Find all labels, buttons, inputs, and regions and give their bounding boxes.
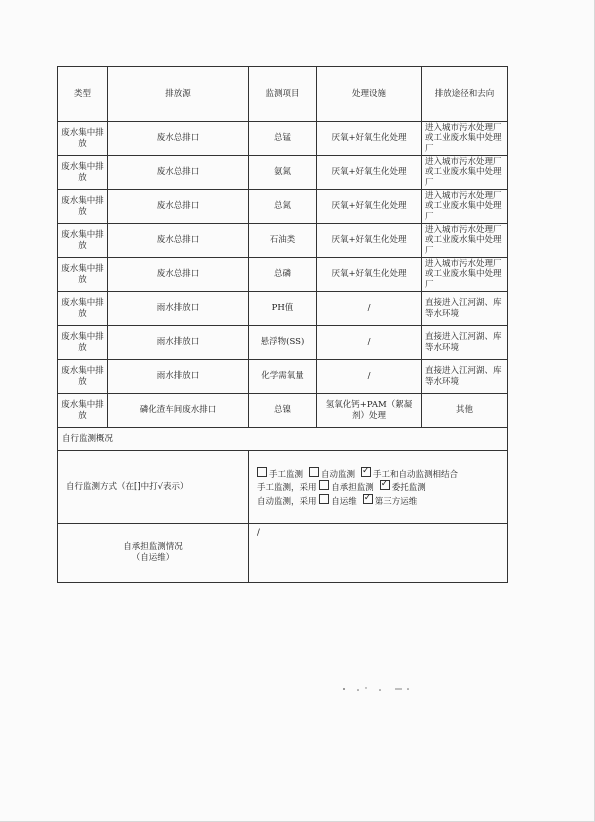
option-line1-0[interactable]: [257, 470, 303, 480]
table-header-row: [58, 67, 508, 122]
table-row: [58, 258, 508, 292]
checkbox-icon[interactable]: [319, 480, 329, 490]
option-label: 自运维: [331, 496, 357, 507]
table-row: [58, 326, 508, 360]
option-label: 手工和自动监测相结合: [373, 469, 459, 480]
type-cell: 废水集中排放: [58, 360, 108, 394]
self-monitoring-label-line2: （自运维）: [131, 553, 175, 563]
type-cell: 废水集中排放: [58, 326, 108, 360]
option-line1-2[interactable]: [361, 470, 458, 480]
item-cell: 总镍: [249, 394, 317, 428]
item-cell: 氨氮: [249, 156, 317, 190]
option-line2-1[interactable]: [380, 483, 426, 493]
type-cell: 废水集中排放: [58, 156, 108, 190]
self-monitoring-label: [58, 524, 249, 583]
type-cell: 废水集中排放: [58, 292, 108, 326]
source-cell: 雨水排放口: [108, 360, 249, 394]
method-label: 自行监测方式（在[]中打√表示）: [58, 451, 249, 524]
type-cell: 废水集中排放: [58, 394, 108, 428]
checkbox-icon[interactable]: [361, 467, 371, 477]
option-label: 自承担监测: [331, 483, 374, 494]
method-options: [249, 451, 508, 524]
option-line2-0[interactable]: [319, 483, 374, 493]
facility-cell: 厌氧+好氧生化处理: [317, 190, 422, 224]
item-cell: 总氮: [249, 190, 317, 224]
item-cell: 石油类: [249, 224, 317, 258]
option-label: 第三方运维: [374, 496, 418, 507]
auto-prefix: 自动监测，采用: [257, 496, 317, 507]
header-cell: 排放途径和去向: [422, 67, 508, 122]
destination-cell: 其他: [422, 394, 508, 428]
destination-cell: 进入城市污水处理厂或工业废水集中处理厂: [422, 224, 508, 258]
destination-cell: 直接进入江河湖、库等水环境: [422, 292, 508, 326]
checkbox-icon[interactable]: [257, 467, 267, 477]
item-cell: 总锰: [249, 122, 317, 156]
header-cell: 监测项目: [249, 67, 317, 122]
checkbox-icon[interactable]: [380, 480, 390, 490]
manual-prefix: 手工监测，采用: [257, 483, 317, 494]
option-line1-1[interactable]: [309, 470, 355, 480]
source-cell: 雨水排放口: [108, 326, 249, 360]
facility-cell: 氢氧化钙+PAM（絮凝剂）处理: [317, 394, 422, 428]
source-cell: 废水总排口: [108, 224, 249, 258]
table-row: [58, 224, 508, 258]
item-cell: 总磷: [249, 258, 317, 292]
option-line3-0[interactable]: [319, 497, 357, 507]
table-row: [58, 122, 508, 156]
destination-cell: 进入城市污水处理厂或工业废水集中处理厂: [422, 258, 508, 292]
type-cell: 废水集中排放: [58, 258, 108, 292]
item-cell: 悬浮物(SS): [249, 326, 317, 360]
facility-cell: 厌氧+好氧生化处理: [317, 156, 422, 190]
source-cell: 废水总排口: [108, 122, 249, 156]
item-cell: 化学需氧量: [249, 360, 317, 394]
destination-cell: 进入城市污水处理厂或工业废水集中处理厂: [422, 156, 508, 190]
method-line-3: [257, 494, 499, 508]
option-label: 委托监测: [391, 483, 426, 494]
source-cell: 废水总排口: [108, 190, 249, 224]
table-row: [58, 190, 508, 224]
facility-cell: 厌氧+好氧生化处理: [317, 258, 422, 292]
option-label: 手工监测: [269, 469, 304, 480]
overview-title: 自行监测概况: [58, 428, 508, 451]
facility-cell: /: [317, 326, 422, 360]
source-cell: 废水总排口: [108, 258, 249, 292]
type-cell: 废水集中排放: [58, 190, 108, 224]
destination-cell: 直接进入江河湖、库等水环境: [422, 360, 508, 394]
checkbox-icon[interactable]: [319, 494, 329, 504]
type-cell: 废水集中排放: [58, 224, 108, 258]
scan-speckles: [340, 683, 420, 695]
method-line-1: [257, 467, 499, 481]
table-row: [58, 292, 508, 326]
facility-cell: 厌氧+好氧生化处理: [317, 122, 422, 156]
option-line3-1[interactable]: [363, 497, 418, 507]
facility-cell: /: [317, 292, 422, 326]
table-row: [58, 394, 508, 428]
checkbox-icon[interactable]: [363, 494, 373, 504]
self-monitoring-value: /: [249, 524, 508, 583]
checkbox-icon[interactable]: [309, 467, 319, 477]
header-cell: 类型: [58, 67, 108, 122]
monitoring-table: [57, 66, 508, 583]
facility-cell: 厌氧+好氧生化处理: [317, 224, 422, 258]
table-row: [58, 156, 508, 190]
destination-cell: 直接进入江河湖、库等水环境: [422, 326, 508, 360]
source-cell: 磷化渣车间废水排口: [108, 394, 249, 428]
destination-cell: 进入城市污水处理厂或工业废水集中处理厂: [422, 190, 508, 224]
table-row: [58, 360, 508, 394]
facility-cell: /: [317, 360, 422, 394]
self-monitoring-label-line1: 自承担监测情况: [123, 542, 183, 553]
source-cell: 废水总排口: [108, 156, 249, 190]
method-line-2: [257, 480, 499, 494]
option-label: 自动监测: [321, 469, 356, 480]
item-cell: PH值: [249, 292, 317, 326]
header-cell: 处理设施: [317, 67, 422, 122]
type-cell: 废水集中排放: [58, 122, 108, 156]
source-cell: 雨水排放口: [108, 292, 249, 326]
header-cell: 排放源: [108, 67, 249, 122]
destination-cell: 进入城市污水处理厂或工业废水集中处理厂: [422, 122, 508, 156]
